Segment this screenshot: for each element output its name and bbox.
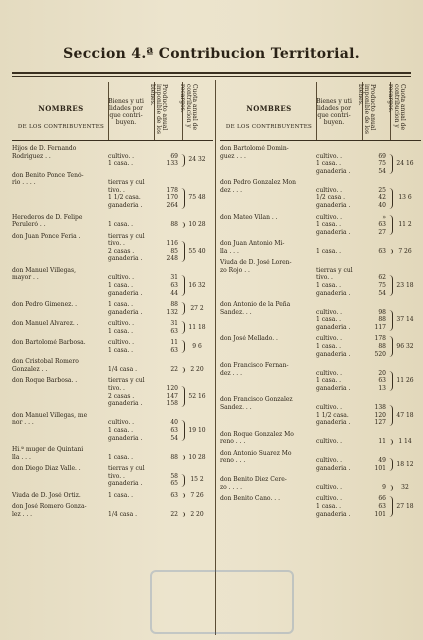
- bienes-text: 1 casa. .: [108, 221, 134, 229]
- producto-value: 13: [378, 384, 386, 392]
- contributor-entry: [12, 320, 213, 335]
- bienes-text: 1 casa. .: [108, 426, 134, 434]
- producto-value: 31: [170, 320, 178, 328]
- header-bienes: Bienes y uti lidades por que contri- buyen.: [316, 98, 352, 126]
- producto-value: 101: [374, 510, 386, 518]
- header-producto: Producto anual imponible de los bienes.: [149, 84, 168, 134]
- contributor-entry: [220, 240, 421, 255]
- contributor-entry: [220, 450, 421, 473]
- bienes-text: cultivo. .: [316, 495, 343, 503]
- cuota-value: 47 18: [396, 411, 414, 419]
- producto-value: 88: [170, 221, 178, 229]
- cuota-value: 16 32: [188, 282, 206, 290]
- bienes-text: 1 casa. .: [108, 282, 134, 290]
- bienes-text: cultivo. .: [316, 213, 343, 221]
- cuota-value: 11 26: [396, 377, 414, 385]
- contributor-name: don Bartolomé Barbosa.: [12, 339, 86, 347]
- contributor-entry: [12, 301, 213, 316]
- producto-value: 63: [378, 503, 386, 511]
- producto-value: 101: [374, 464, 386, 472]
- bienes-text: cultivo. .: [316, 438, 343, 446]
- entry-line: [12, 358, 213, 366]
- producto-value: 25: [378, 186, 386, 194]
- contributor-name: don Roque Barbosa. .: [12, 377, 78, 385]
- contributor-entry: [220, 259, 421, 297]
- producto-value: 158: [166, 400, 178, 408]
- contributor-name: don Diego Diaz Valle. .: [12, 465, 81, 473]
- contributor-name: zo Rojo . .: [220, 266, 250, 274]
- bienes-text: ganaderia .: [316, 510, 351, 518]
- contributor-name: nor . . .: [12, 419, 34, 427]
- cuota-value: 2 20: [190, 510, 204, 518]
- entry-line: [12, 214, 213, 222]
- contributor-entry: [220, 396, 421, 426]
- entry-line: [220, 362, 421, 370]
- contributor-name: don Pedro Gonzalez Mon: [220, 179, 296, 187]
- producto-value: 40: [378, 202, 386, 210]
- bienes-text: 1/4 casa .: [108, 365, 137, 373]
- bienes-text: 1 casa. .: [316, 377, 342, 385]
- producto-value: 178: [374, 335, 386, 343]
- bienes-text: 1 1/2 casa.: [108, 194, 141, 202]
- producto-value: 133: [166, 160, 178, 168]
- contributor-name: don Manuel Villegas, me: [12, 411, 88, 419]
- header-contribuyentes: DE LOS CONTRIBUYENTES: [225, 124, 313, 130]
- producto-value: 20: [378, 369, 386, 377]
- bienes-text: 1 casa. .: [108, 346, 134, 354]
- cuota-value: 19 10: [188, 426, 206, 434]
- bienes-text: tierras y cul: [316, 266, 353, 274]
- producto-value: 31: [170, 274, 178, 282]
- bienes-text: ganaderia .: [316, 419, 351, 427]
- cuota-value: 9 6: [192, 343, 202, 351]
- producto-value: 69: [170, 152, 178, 160]
- entry-line: [220, 267, 421, 275]
- producto-value: 63: [170, 282, 178, 290]
- bienes-text: ganaderia .: [316, 289, 351, 297]
- contributor-entry: [12, 377, 213, 407]
- right-entries: [220, 141, 421, 518]
- cuota-value: 15 2: [190, 476, 204, 484]
- contributor-name: Hijos de D. Fernando: [12, 145, 77, 152]
- left-entries: [12, 141, 213, 518]
- producto-value: 98: [378, 308, 386, 316]
- entry-line: [220, 240, 421, 248]
- bienes-text: tivo. .: [316, 274, 333, 282]
- contributor-name: dez . . .: [220, 369, 242, 377]
- producto-value: 248: [166, 255, 178, 263]
- header-nombres: NOMBRES: [246, 104, 292, 113]
- column-divider: [215, 80, 216, 635]
- producto-value: 54: [378, 167, 386, 175]
- producto-value: 69: [378, 152, 386, 160]
- bienes-text: ganaderia .: [108, 400, 143, 408]
- cuota-value: 27 18: [396, 503, 414, 511]
- contributor-entry: [220, 214, 421, 237]
- contributor-entry: [12, 446, 213, 461]
- bienes-text: tivo. .: [108, 385, 125, 393]
- bienes-text: cultivo. .: [108, 339, 135, 347]
- producto-value: 88: [170, 453, 178, 461]
- cuota-value: 32: [401, 483, 409, 491]
- bienes-text: tivo. .: [108, 240, 125, 248]
- header-cuota: Cuota anual de contribucion y recargos.: [179, 84, 198, 131]
- contributor-entry: [12, 214, 213, 229]
- entry-line: [12, 233, 213, 241]
- entry-line: [220, 431, 421, 439]
- contributor-name: don Mateo Vilan . .: [220, 213, 278, 221]
- contributor-name: Viuda de D. José Loren-: [220, 259, 292, 267]
- bienes-text: tierras y cul: [108, 377, 145, 385]
- producto-value: 42: [378, 194, 386, 202]
- entry-line: [12, 377, 213, 385]
- header-contribuyentes: DE LOS CONTRIBUYENTES: [17, 124, 105, 130]
- contributor-name: don Manuel Alvarez. .: [12, 320, 79, 328]
- bienes-text: cultivo. .: [108, 320, 135, 328]
- bienes-text: 1 casa. .: [108, 491, 134, 499]
- bienes-text: 1 casa. .: [316, 282, 342, 290]
- producto-value: 49: [378, 457, 386, 465]
- contributor-entry: [12, 339, 213, 354]
- cuota-value: 11 18: [188, 324, 206, 332]
- entry-line: [220, 301, 421, 309]
- contributor-name: Herederos de D. Felipe: [12, 213, 83, 221]
- entry-line: [12, 446, 213, 454]
- producto-value: 88: [378, 343, 386, 350]
- bienes-text: ganaderia .: [108, 480, 143, 488]
- entry-line: [220, 145, 421, 153]
- entry-line: [12, 465, 213, 473]
- bienes-text: ganaderia .: [108, 289, 143, 297]
- entry-line: [12, 267, 213, 275]
- bienes-text: 1 casa. .: [108, 453, 134, 461]
- contributor-entry: [12, 172, 213, 210]
- producto-value: 75: [378, 160, 386, 168]
- contributor-entry: [12, 492, 213, 500]
- producto-value: 40: [170, 419, 178, 427]
- producto-value: 520: [374, 350, 386, 358]
- entry-line: [12, 145, 213, 153]
- bienes-text: cultivo. .: [316, 483, 343, 491]
- contributor-name: lez . . .: [12, 510, 33, 518]
- bienes-text: ganaderia .: [108, 255, 143, 263]
- bienes-text: cultivo. .: [316, 152, 343, 160]
- producto-value: 117: [374, 323, 386, 331]
- bienes-text: tierras y cul: [108, 465, 145, 473]
- bienes-text: cultivo. .: [108, 152, 135, 160]
- bienes-text: 1 casa. .: [108, 160, 134, 168]
- right-table-header: [220, 82, 421, 141]
- bienes-text: 1/4 casa .: [108, 510, 137, 518]
- bienes-text: ganaderia .: [316, 350, 351, 358]
- cuota-value: 96 32: [396, 343, 414, 350]
- contributor-name: guez . . .: [220, 152, 246, 160]
- contributor-name: don Juan Antonio Mi-: [220, 240, 285, 248]
- producto-value: 147: [166, 392, 178, 400]
- bienes-text: ganaderia .: [108, 308, 143, 316]
- entry-line: [12, 503, 213, 511]
- producto-value: 178: [166, 186, 178, 194]
- producto-value: 75: [378, 282, 386, 290]
- cuota-value: 27 2: [190, 304, 204, 312]
- producto-value: 88: [170, 301, 178, 309]
- contributor-name: don Antonio Suarez Mo: [220, 449, 292, 457]
- bienes-text: tierras y cul: [108, 179, 145, 187]
- page-title: Seccion 4.ª Contribucion Territorial.: [63, 46, 360, 62]
- producto-value: 85: [170, 247, 178, 255]
- bienes-text: tivo. .: [108, 472, 125, 480]
- contributor-entry: [12, 358, 213, 373]
- producto-value: 22: [170, 365, 178, 373]
- cuota-value: 37 14: [396, 316, 414, 324]
- cuota-value: 75 48: [188, 194, 206, 202]
- cuota-value: 7 26: [190, 491, 204, 499]
- producto-value: 63: [170, 327, 178, 335]
- bienes-text: 2 casas .: [108, 247, 135, 255]
- contributor-name: Peruleró . .: [12, 221, 46, 229]
- contributor-name: don Manuel Villegas,: [12, 266, 76, 274]
- cuota-value: 13 6: [398, 194, 412, 202]
- contributor-entry: [12, 465, 213, 488]
- contributor-entry: [12, 145, 213, 168]
- producto-value: 11: [378, 438, 386, 446]
- producto-value: 120: [374, 411, 386, 419]
- producto-value: 138: [374, 403, 386, 411]
- entry-line: [220, 450, 421, 458]
- cuota-value: 24 16: [396, 160, 414, 168]
- left-column: [12, 82, 213, 522]
- contributor-name: don Pedro Gimenez. .: [12, 301, 78, 309]
- contributor-name: don Benito Ponce Tenó-: [12, 171, 84, 179]
- producto-value: »: [382, 213, 386, 221]
- bienes-text: cultivo. .: [316, 335, 343, 343]
- title-rule-thin: [12, 76, 411, 77]
- header-bienes: Bienes y uti lidades por que contri- buyen.: [108, 98, 144, 126]
- bienes-text: cultivo. .: [316, 308, 343, 316]
- producto-value: 132: [166, 308, 178, 316]
- bienes-text: 1/2 casa .: [316, 194, 345, 202]
- bienes-text: cultivo. .: [316, 403, 343, 411]
- contributor-name: Viuda de D. José Ortiz.: [12, 491, 81, 499]
- producto-value: 44: [170, 289, 178, 297]
- header-producto: Producto anual imponible de los bienes.: [357, 84, 376, 134]
- bienes-text: 1 casa. .: [316, 503, 342, 511]
- producto-value: 127: [374, 419, 386, 427]
- producto-value: 11: [170, 339, 178, 347]
- bienes-text: 1 casa. .: [108, 301, 134, 309]
- producto-value: 63: [378, 247, 386, 255]
- cuota-value: 7 26: [398, 247, 412, 255]
- bienes-text: 1 casa. .: [316, 160, 342, 168]
- left-table-header: [12, 82, 213, 141]
- producto-value: 170: [166, 194, 178, 202]
- producto-value: 63: [378, 377, 386, 385]
- contributor-name: don Benito Cano. . .: [220, 495, 280, 503]
- contributor-name: dez . . .: [220, 186, 242, 194]
- producto-value: 65: [170, 480, 178, 488]
- cuota-value: 55 40: [188, 247, 206, 255]
- producto-value: 63: [170, 346, 178, 354]
- contributor-name: mayor . .: [12, 274, 39, 282]
- contributor-name: Gonzalez . .: [12, 365, 48, 373]
- bienes-text: cultivo. .: [316, 186, 343, 194]
- producto-value: 116: [166, 240, 178, 248]
- bienes-text: tierras y cul: [108, 232, 145, 240]
- contributor-name: Sandez. . .: [220, 403, 252, 411]
- bienes-text: 1 casa. .: [316, 316, 342, 324]
- bienes-text: 2 casas .: [108, 392, 135, 400]
- right-column: [220, 82, 421, 522]
- bienes-text: cultivo. .: [108, 419, 135, 427]
- contributor-entry: [220, 145, 421, 175]
- cuota-value: 24 32: [188, 156, 206, 164]
- contributor-entry: [12, 503, 213, 518]
- bienes-text: 1 casa. .: [316, 343, 342, 350]
- library-stamp: [150, 570, 294, 634]
- bienes-text: tivo. .: [108, 186, 125, 194]
- producto-value: 54: [170, 434, 178, 442]
- contributor-entry: [220, 179, 421, 209]
- contributor-name: reno . . .: [220, 438, 246, 446]
- bienes-text: ganaderia .: [316, 202, 351, 210]
- contributor-name: don Benito Diez Cere-: [220, 476, 287, 484]
- bienes-text: ganaderia .: [316, 228, 351, 236]
- bienes-text: ganaderia .: [108, 202, 143, 210]
- contributor-entry: [220, 495, 421, 518]
- entry-line: [220, 179, 421, 187]
- contributor-entry: [12, 412, 213, 442]
- producto-value: 54: [378, 289, 386, 297]
- producto-value: 264: [166, 202, 178, 210]
- cuota-value: 1 14: [398, 438, 412, 446]
- entry-line: [12, 172, 213, 180]
- contributor-name: Sandez. . .: [220, 308, 252, 316]
- bienes-text: 1 casa. .: [316, 221, 342, 229]
- entry-line: [220, 476, 421, 484]
- contributor-name: Hi.ª muger de Quintani: [12, 445, 84, 453]
- producto-value: 58: [170, 472, 178, 480]
- cuota-value: 10 28: [188, 221, 206, 229]
- producto-value: 63: [378, 221, 386, 229]
- bienes-text: ganaderia .: [316, 167, 351, 175]
- producto-value: 9: [382, 483, 386, 491]
- contributor-entry: [220, 301, 421, 331]
- contributor-entry: [220, 362, 421, 392]
- cuota-value: 10 28: [188, 453, 206, 461]
- title-rule-thick: [12, 72, 411, 74]
- contributor-name: don Francisco Fernan-: [220, 362, 289, 370]
- bienes-text: 1 casa. .: [108, 327, 134, 335]
- cuota-value: 23 18: [396, 282, 414, 290]
- bienes-text: ganaderia .: [316, 464, 351, 472]
- bienes-text: 1 1/2 casa.: [316, 411, 349, 419]
- contributor-name: don Cristobal Romero: [12, 358, 79, 366]
- entry-line: [12, 412, 213, 420]
- contributor-name: zo . . . .: [220, 483, 243, 491]
- contributor-name: don Roque Gonzalez Mo: [220, 430, 294, 438]
- contributor-entry: [220, 476, 421, 491]
- contributor-name: lla . . .: [220, 247, 239, 255]
- bienes-text: cultivo. .: [316, 369, 343, 377]
- cuota-value: 11 2: [398, 221, 412, 229]
- producto-value: 63: [170, 426, 178, 434]
- entry-line: [12, 179, 213, 187]
- contributor-name: don Antonio de la Peña: [220, 301, 291, 309]
- bienes-text: 1 casa. .: [316, 247, 342, 255]
- contributor-name: don Bartolomé Domin-: [220, 145, 289, 152]
- entry-line: [220, 396, 421, 404]
- cuota-value: 2 20: [190, 365, 204, 373]
- contributor-name: rio . . . .: [12, 179, 36, 187]
- contributor-entry: [12, 233, 213, 263]
- producto-value: 66: [378, 495, 386, 503]
- header-nombres: NOMBRES: [38, 104, 84, 113]
- bienes-text: ganaderia .: [108, 434, 143, 442]
- bienes-text: cultivo. .: [316, 457, 343, 465]
- producto-value: 120: [166, 385, 178, 393]
- contributor-name: reno . . .: [220, 457, 246, 465]
- contributor-name: don Francisco Gonzalez: [220, 396, 293, 404]
- producto-value: 88: [378, 316, 386, 324]
- bienes-text: cultivo. .: [108, 274, 135, 282]
- producto-value: 62: [378, 274, 386, 282]
- contributor-name: lla . . .: [12, 453, 31, 461]
- cuota-value: 18 12: [396, 461, 414, 469]
- contributor-name: don José Romero Gonza-: [12, 503, 87, 511]
- contributor-name: don Juan Ponce Feria .: [12, 232, 81, 240]
- bienes-text: ganaderia .: [316, 384, 351, 392]
- cuota-value: 52 16: [188, 392, 206, 400]
- contributor-name: don José Mellado. .: [220, 335, 278, 343]
- contributor-name: Rodriguez . .: [12, 152, 51, 160]
- contributor-entry: [220, 431, 421, 446]
- producto-value: 22: [170, 510, 178, 518]
- contributor-entry: [12, 267, 213, 297]
- entry-line: [220, 259, 421, 267]
- bienes-text: ganaderia .: [316, 323, 351, 331]
- producto-value: 27: [378, 228, 386, 236]
- contributor-entry: [220, 335, 421, 358]
- header-cuota: Cuota anual de contribucion y recargos.: [387, 84, 406, 131]
- producto-value: 63: [170, 491, 178, 499]
